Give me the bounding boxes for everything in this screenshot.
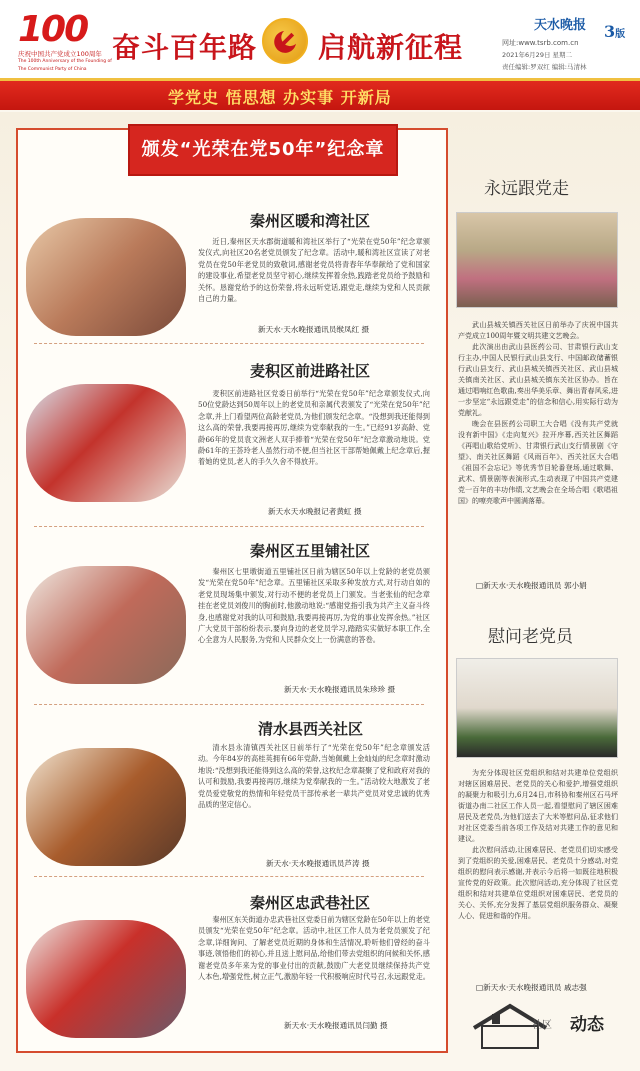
- footer-label: 社区: [532, 1020, 552, 1031]
- website: 网址:www.tsrb.com.cn: [502, 39, 579, 47]
- section-credit-2: 新天水天水晚报记者黄虹 摄: [268, 507, 362, 516]
- section-photo-5: [26, 920, 186, 1038]
- section-photo-4: [26, 748, 186, 866]
- page-number: [604, 22, 625, 41]
- logo-subtitle-en1: The 100th Anniversary of the Founding of: [18, 59, 112, 64]
- right-text-1: [458, 320, 618, 507]
- slogan-text: 学党史 悟思想 办实事 开新局: [168, 88, 392, 107]
- headline-right: 启航新征程: [318, 31, 464, 64]
- page-unit: 版: [615, 29, 626, 40]
- section-footer-emblem: [470, 1002, 620, 1050]
- section-title-5: 秦州区忠武巷社区: [250, 894, 371, 912]
- page-number-value: 3: [604, 22, 616, 41]
- party-emblem-icon: [262, 18, 308, 64]
- centenary-logo: [18, 9, 112, 72]
- right-text-1-p1: 武山县城关镇西关社区日前举办了庆祝中国共产党成立100周年暨文明共建文艺晚会。: [458, 321, 618, 340]
- right-title-1: 永远跟党走: [484, 179, 569, 199]
- section-title-2: 麦积区前进路社区: [250, 362, 371, 380]
- logo-subtitle-cn: 庆祝中国共产党成立100周年: [18, 50, 102, 58]
- issue-date: 2021年6月29日 星期二: [502, 51, 573, 59]
- section-body-1: 近日,秦州区天水郡街道暖和湾社区举行了“光荣在党50年”纪念章颁发仪式,向社区20名老党员颁发了纪念章。活动中,暖和湾社区宣读了对老党员在党50年老党员的致敬词,感谢老党员将青春年华奉献给了党和国家的建设事业,希望老党员坚守初心,继续发挥着余热,践踏老党员给予鼓励和关怀。恳谢党给予的这份荣誉,将永远听党话,跟党走,继续为党和人民贡献自己的力量。: [198, 237, 430, 304]
- section-body-2: 麦积区前进路社区党委日前举行“光荣在党50年”纪念章颁发仪式,向50位党龄达到50周年以上的老党员和亲属代表颁发了“光荣在党50年”纪念章,并上门看望两位高龄老党员,为他们颁发纪念章。“没想到我还能得到这么高的荣誉,我要再接再厉,继续为党奉献我的一生。”已经91岁高龄、党龄66年的党员袁文洲老人双手捧着“光荣在党50年”纪念章激动地说。党龄61年的王荟玲老人虽然行动不便,但当社区干部帮她佩戴上纪念章后,握着她的党员,老人的手久久舍不得放开。: [198, 389, 430, 467]
- masthead: [0, 0, 640, 78]
- section-title-4: 清水县西关社区: [258, 720, 364, 738]
- logo-number: 100: [18, 9, 88, 50]
- slogan-bar: [0, 78, 640, 110]
- divider: [34, 876, 424, 877]
- right-credit-2: □新天水·天水晚报通讯员 戚志强: [476, 983, 587, 992]
- banner-title: 颁发“光荣在党50年”纪念章: [141, 139, 385, 160]
- section-credit-4: 新天水·天水晚报通讯员芦涛 摄: [266, 859, 370, 868]
- divider: [34, 343, 424, 344]
- section-photo-1: [26, 218, 186, 336]
- section-photo-3: [26, 566, 186, 684]
- section-body-5: 秦州区东关街道办忠武巷社区党委日前为辖区党龄在50年以上的老党员颁发“光荣在党50年”纪念章。活动中,社区工作人员为老党员颁发了纪念章,详细询问、了解老党员近期的身体和生活情况,聆听他们曾经的奋斗事迹,领悟他们的初心,并且送上慰问品,给他们带去党组织的问候和关怀,感谢老党员多年来为党的事业付出的贡献,鼓励广大老党员继续保持共产党人本色,增强党性,树立正气,激励年轻一代积极响应时代号召,永远跟党走。: [198, 915, 430, 982]
- divider: [34, 704, 424, 705]
- right-text-1-p3: 晚会在县医药公司职工大合唱《没有共产党就没有新中国》《走向复兴》拉开序幕,西关社区舞蹈《再唱山歌给党听》、甘肃银行武山支行情景剧《守望》、南关社区舞蹈《风雨百年》、西关社区大合唱《祖国不会忘记》等优秀节目轮番登场,通过歌舞、武术、情景剧等表演形式,生动表现了中国共产党建党一百年的丰功伟绩,文艺晚会在全场合唱《歌唱祖国》的嘹亮歌声中圆满落幕。: [458, 420, 618, 505]
- divider: [34, 526, 424, 527]
- section-credit-5: 新天水·天水晚报通讯员闫勤 摄: [284, 1021, 388, 1030]
- paper-name: 天水晚报: [534, 18, 587, 33]
- right-text-1-p2: 此次演出由武山县医药公司、甘肃银行武山支行主办,中国人民银行武山县支行、中国邮政储蓄银行武山县支行、武山县城关镇西关社区、武山县城关镇南关社区、武山县城关镇东关社区协办。旨在通过唱响红色歌曲,奏出华美乐章、舞出青春风采,进一步坚定“永远跟党走”的信念和信心,用实际行动为党献礼。: [458, 343, 618, 417]
- right-photo-1: [456, 212, 618, 308]
- right-photo-2: [456, 658, 618, 758]
- editors: 责任编辑:罗双红 编辑:马清林: [502, 63, 587, 71]
- headline-left: 奋斗百年路: [112, 31, 258, 64]
- section-credit-3: 新天水·天水晚报通讯员朱珍珍 摄: [284, 685, 396, 694]
- right-text-2-p2: 此次慰问活动,让困难居民、老党员们切实感受到了党组织的关爱,困难居民、老党员十分感动,对党组织的慰问表示感谢,并表示今后将一如既往地积极宣传党的好政策。此次慰问活动,充分体现了社区党组织和结对共建单位党组织对困难居民、老党员的关心、关怀,充分发挥了基层党组织服务群众、凝聚人心、促进和谐的作用。: [458, 846, 618, 920]
- section-body-4: 清水县永清镇西关社区日前举行了“光荣在党50年”纪念章颁发活动。今年84岁的高桂英拥有66年党龄,当她佩戴上金灿灿的纪念章时激动地说:“没想到我还能得到这么高的荣誉,这枚纪念章凝聚了党和政府对我的认可和鼓励,我要再接再厉,继续为党奉献我的一生。”活动较大地激发了老党员爱党敬党的热情和年轻党员干部传承老一辈共产党员对党忠诚的优秀品质的坚定信心。: [198, 743, 430, 810]
- section-title-1: 秦州区暖和湾社区: [250, 212, 371, 230]
- section-photo-2: [26, 384, 186, 502]
- section-body-3: 秦州区七里墩街道五里铺社区日前为辖区50年以上党龄的老党员颁发“光荣在党50年”纪念章。五里铺社区采取多种发放方式,对行动自如的老党员现场集中颁发,对行动不便的老党员上门颁发。当老张仙的纪念章挂在老党员刘俊川的胸前时,他激动地说:“感谢党指引我为共产主义奋斗终身,也感谢党对我的认可和鼓励,我要再接再厉,为党的事业发挥余热。”社区广大党员干部纷纷表示,要向身边的老党员学习,踏踏实实做好本职工作,全心全意为人民服务,为党和人民群众交上一份满意的答卷。: [198, 567, 430, 645]
- right-title-2: 慰问老党员: [488, 627, 573, 647]
- section-title-3: 秦州区五里铺社区: [250, 542, 371, 560]
- footer-title: 动态: [570, 1015, 604, 1035]
- right-credit-1: □新天水·天水晚报通讯员 郭小娟: [476, 581, 587, 590]
- logo-subtitle-en2: The Communist Party of China: [18, 67, 87, 72]
- right-text-2: [458, 768, 618, 922]
- right-text-2-p1: 为充分体现社区党组织和结对共建单位党组织对辖区困难居民、老党员的关心和爱护,增强党组织的凝聚力和吸引力,6月24日,市科协和秦州区石马坪街道办南二社区工作人员一起,看望慰问了辖区困难居民及老党员,为他们送去了大米等慰问品,征求他们对社区党委当前各项工作及结对共建工作的意见和建议。: [458, 769, 618, 843]
- main-banner: [128, 124, 398, 176]
- section-credit-1: 新天水·天水晚报通讯员缑凤红 摄: [258, 325, 370, 334]
